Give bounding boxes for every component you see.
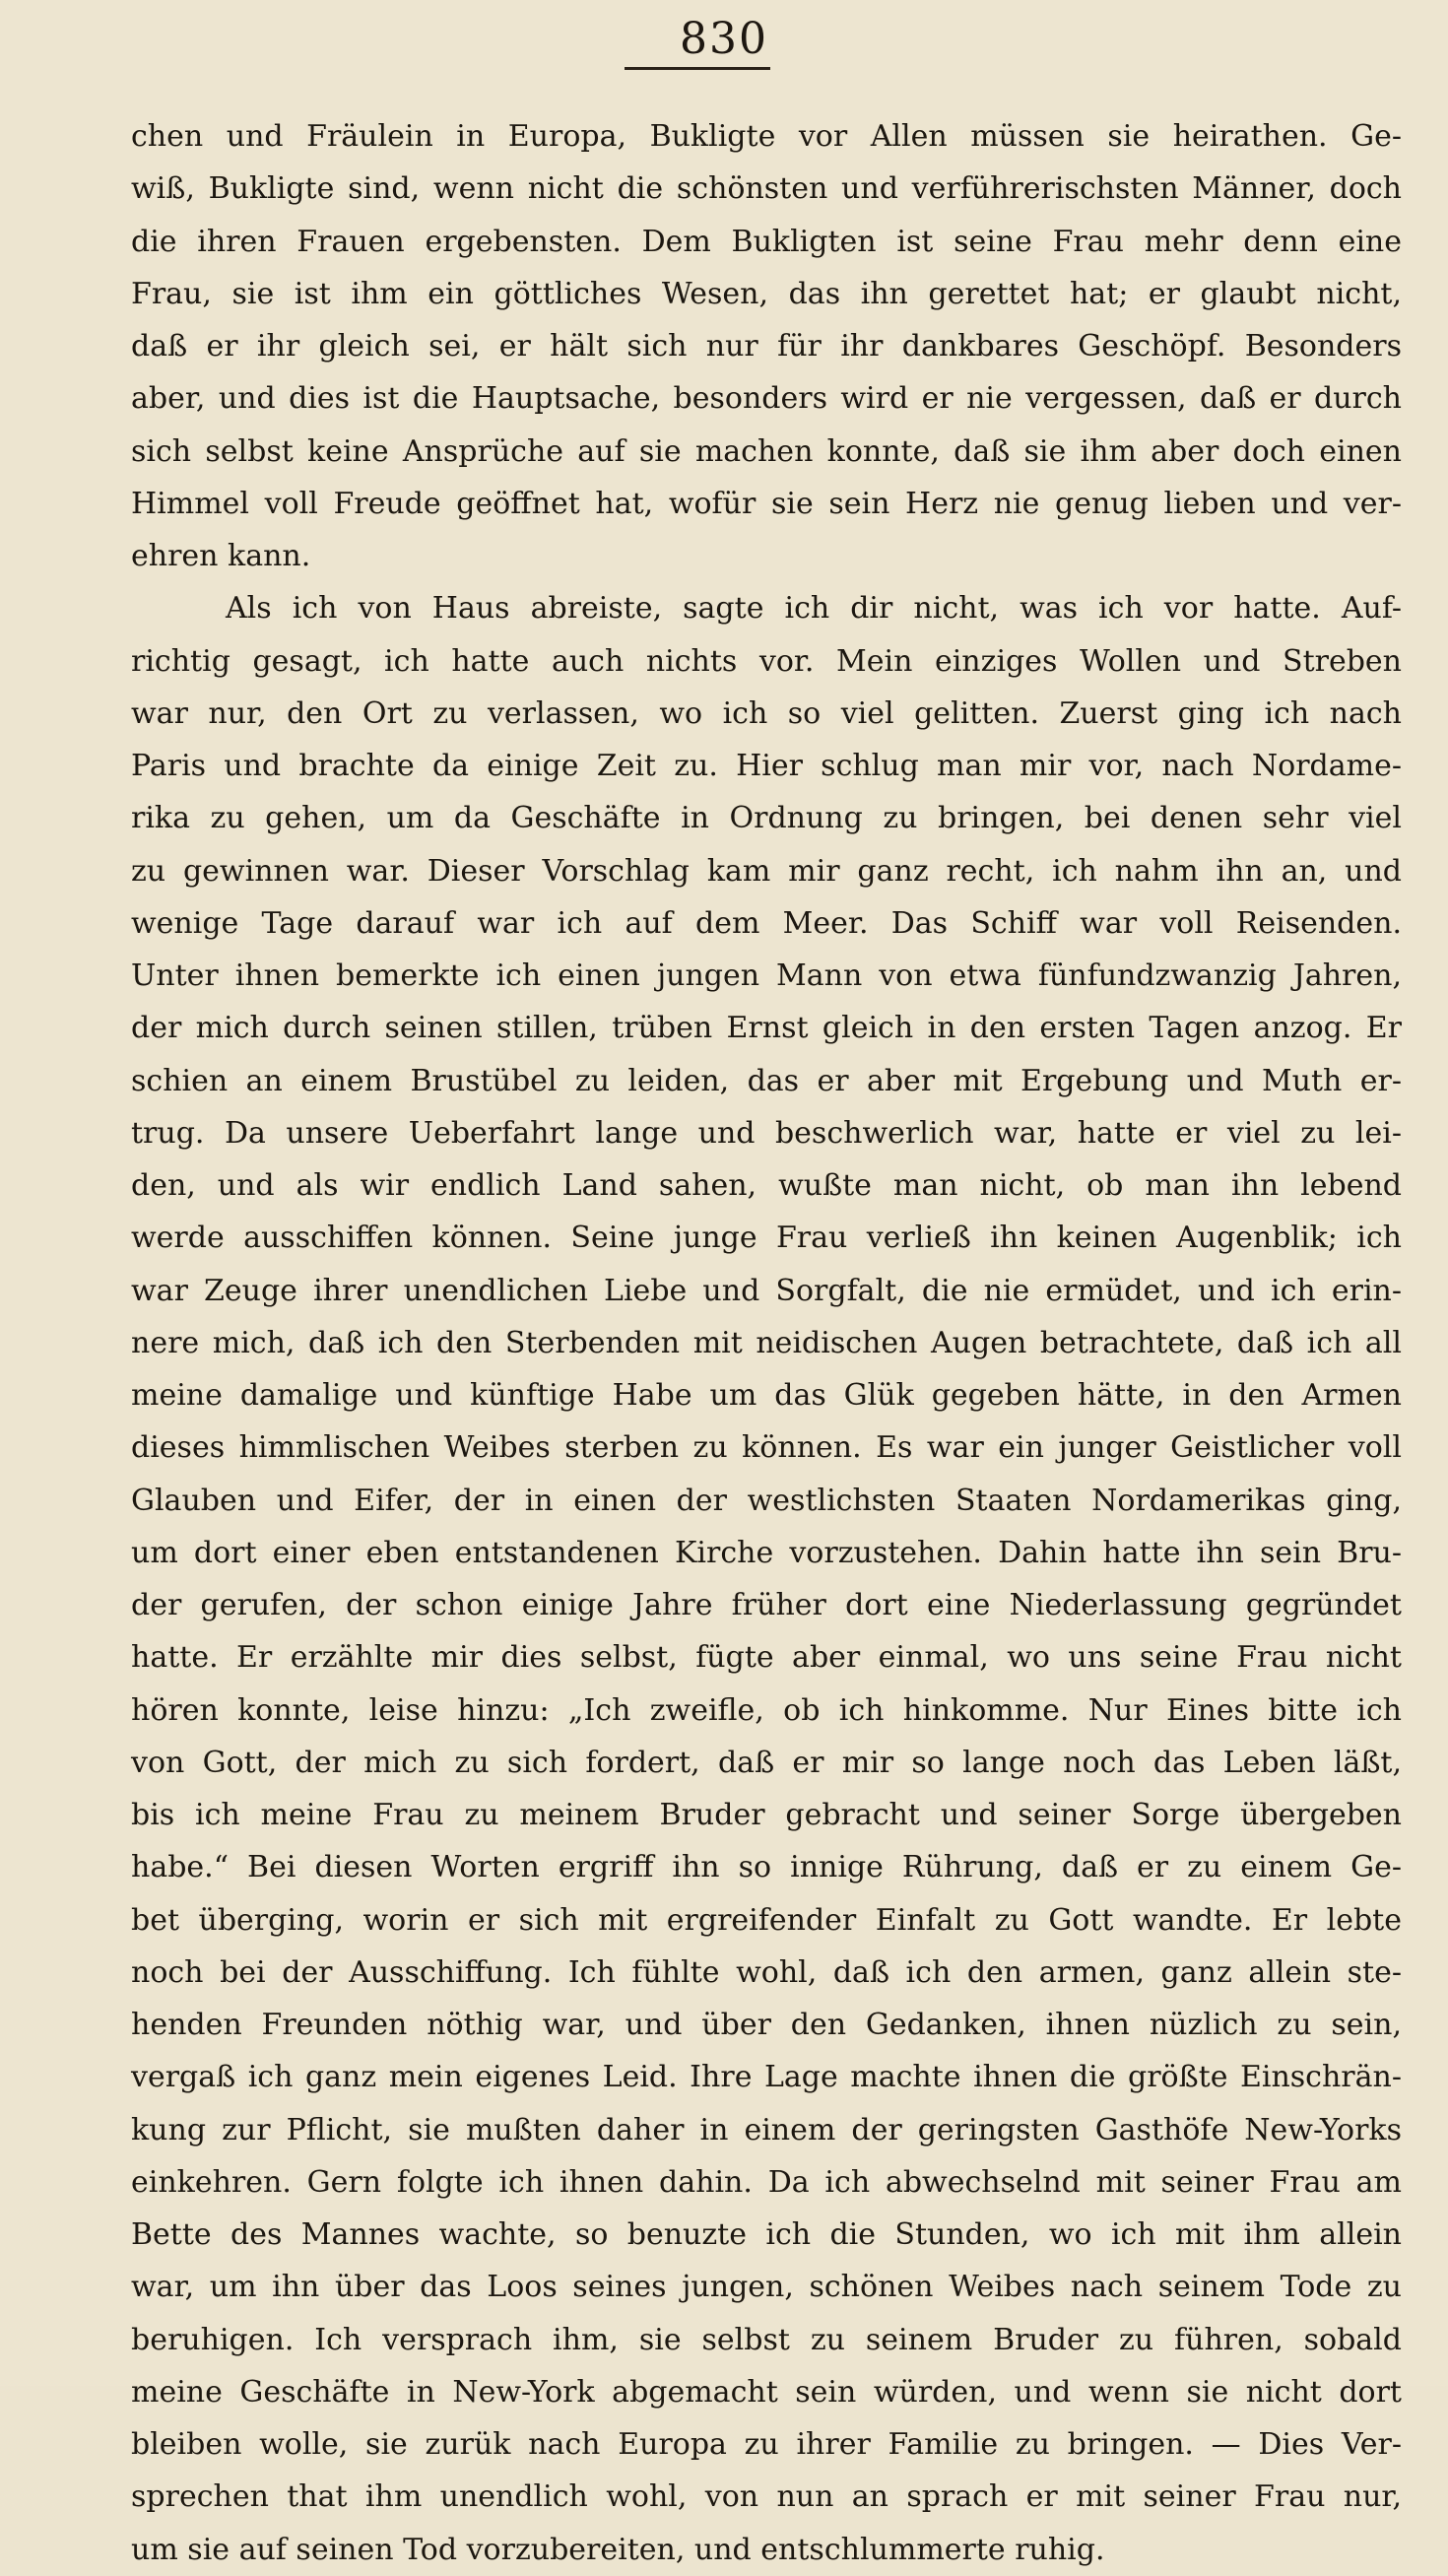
text-line: um dort einer eben entstandenen Kirche vorzustehen. Dahin hatte ihn sein Bru- [131, 1535, 1402, 1570]
text-line: richtig gesagt, ich hatte auch nichts vor. Mein einziges Wollen und Streben [131, 643, 1402, 679]
text-line: Bette des Mannes wachte, so benuzte ich die Stunden, wo ich mit ihm allein [131, 2217, 1402, 2252]
text-line: Himmel voll Freude geöffnet hat, wofür sie sein Herz nie genug lieben und ver- [131, 486, 1402, 521]
text-line: Frau, sie ist ihm ein göttliches Wesen, das ihn gerettet hat; er glaubt nicht, [131, 276, 1402, 311]
text-line: kung zur Pflicht, sie mußten daher in einem der geringsten Gasthöfe New-Yorks [131, 2112, 1402, 2147]
text-line: Als ich von Haus abreiste, sagte ich dir nicht, was ich vor hatte. Auf- [226, 591, 1402, 627]
text-line: rika zu gehen, um da Geschäfte in Ordnung zu bringen, bei denen sehr viel [131, 801, 1402, 836]
text-line: hören konnte, leise hinzu: „Ich zweifle, ob ich hinkomme. Nur Eines bitte ich [131, 1692, 1402, 1728]
text-line: meine damalige und künftige Habe um das Glük gegeben hätte, in den Armen [131, 1378, 1402, 1413]
text-line: den, und als wir endlich Land sahen, wußte man nicht, ob man ihn lebend [131, 1168, 1402, 1203]
text-line: nere mich, daß ich den Sterbenden mit neidischen Augen betrachtete, daß ich all [131, 1325, 1402, 1360]
page-number: 830 [680, 14, 768, 64]
text-line: sprechen that ihm unendlich wohl, von nun an sprach er mit seiner Frau nur, [131, 2479, 1402, 2515]
text-line: Paris und brachte da einige Zeit zu. Hier schlug man mir vor, nach Nordame- [131, 749, 1402, 783]
text-line: bleiben wolle, sie zurük nach Europa zu ihrer Familie zu bringen. — Dies Ver- [131, 2427, 1402, 2462]
text-line: Unter ihnen bemerkte ich einen jungen Mann von etwa fünfundzwanzig Jahren, [131, 958, 1402, 993]
text-line: schien an einem Brustübel zu leiden, das er aber mit Ergebung und Muth er- [131, 1063, 1402, 1098]
paragraph [131, 110, 1402, 582]
body-text [131, 110, 1402, 2576]
text-line: aber, und dies ist die Hauptsache, besonders wird er nie vergessen, daß er durch [131, 381, 1402, 417]
text-line: werde ausschiffen können. Seine junge Frau verließ ihn keinen Augenblik; ich [131, 1221, 1402, 1256]
text-line: um sie auf seinen Tod vorzubereiten, und entschlummerte ruhig. [131, 2532, 1105, 2567]
text-line: dieses himmlischen Weibes sterben zu können. Es war ein junger Geistlicher voll [131, 1430, 1402, 1466]
text-line: daß er ihr gleich sei, er hält sich nur für ihr dankbares Geschöpf. Besonders [131, 329, 1402, 363]
text-line: habe.“ Bei diesen Worten ergriff ihn so innige Rührung, daß er zu einem Ge- [131, 1850, 1402, 1885]
text-line: ehren kann. [131, 539, 311, 573]
text-line: der mich durch seinen stillen, trüben Ernst gleich in den ersten Tagen anzog. Er [131, 1011, 1402, 1046]
text-line: meine Geschäfte in New-York abgemacht sein würden, und wenn sie nicht dort [131, 2374, 1402, 2410]
text-line: beruhigen. Ich versprach ihm, sie selbst zu seinem Bruder zu führen, sobald [131, 2322, 1402, 2357]
text-line: war Zeuge ihrer unendlichen Liebe und Sorgfalt, die nie ermüdet, und ich erin- [131, 1273, 1402, 1308]
text-line: der gerufen, der schon einige Jahre früher dort eine Niederlassung gegründet [131, 1588, 1402, 1622]
text-line: hatte. Er erzählte mir dies selbst, fügte aber einmal, wo uns seine Frau nicht [131, 1640, 1402, 1676]
text-line: zu gewinnen war. Dieser Vorschlag kam mir ganz recht, ich nahm ihn an, und [131, 853, 1402, 889]
header-rule [625, 67, 770, 70]
text-line: henden Freunden nöthig war, und über den Gedanken, ihnen nüzlich zu sein, [131, 2008, 1402, 2042]
text-line: wiß, Bukligte sind, wenn nicht die schönsten und verführerischsten Männer, doch [131, 171, 1402, 207]
text-line: noch bei der Ausschiffung. Ich fühlte wohl, daß ich den armen, ganz allein ste- [131, 1954, 1402, 1990]
text-line: war nur, den Ort zu verlassen, wo ich so viel gelitten. Zuerst ging ich nach [131, 695, 1402, 731]
paragraph [131, 582, 1402, 2576]
text-line: vergaß ich ganz mein eigenes Leid. Ihre Lage machte ihnen die größte Einschrän- [131, 2060, 1402, 2095]
text-line: war, um ihn über das Loos seines jungen, schönen Weibes nach seinem Tode zu [131, 2270, 1402, 2305]
text-line: die ihren Frauen ergebensten. Dem Bukligten ist seine Frau mehr denn eine [131, 224, 1402, 259]
text-line: sich selbst keine Ansprüche auf sie machen konnte, daß sie ihm aber doch einen [131, 433, 1402, 469]
text-line: von Gott, der mich zu sich fordert, daß er mir so lange noch das Leben läßt, [131, 1745, 1402, 1780]
text-line: bet überging, worin er sich mit ergreifender Einfalt zu Gott wandte. Er lebte [131, 1902, 1402, 1938]
text-line: chen und Fräulein in Europa, Bukligte vor Allen müssen sie heirathen. Ge- [131, 119, 1402, 154]
text-line: Glauben und Eifer, der in einen der westlichsten Staaten Nordamerikas ging, [131, 1483, 1402, 1518]
text-line: trug. Da unsere Ueberfahrt lange und beschwerlich war, hatte er viel zu lei- [131, 1115, 1402, 1151]
text-line: wenige Tage darauf war ich auf dem Meer. Das Schiff war voll Reisenden. [131, 905, 1402, 941]
text-line: einkehren. Gern folgte ich ihnen dahin. Da ich abwechselnd mit seiner Frau am [131, 2164, 1402, 2200]
text-line: bis ich meine Frau zu meinem Bruder gebracht und seiner Sorge übergeben [131, 1798, 1402, 1832]
